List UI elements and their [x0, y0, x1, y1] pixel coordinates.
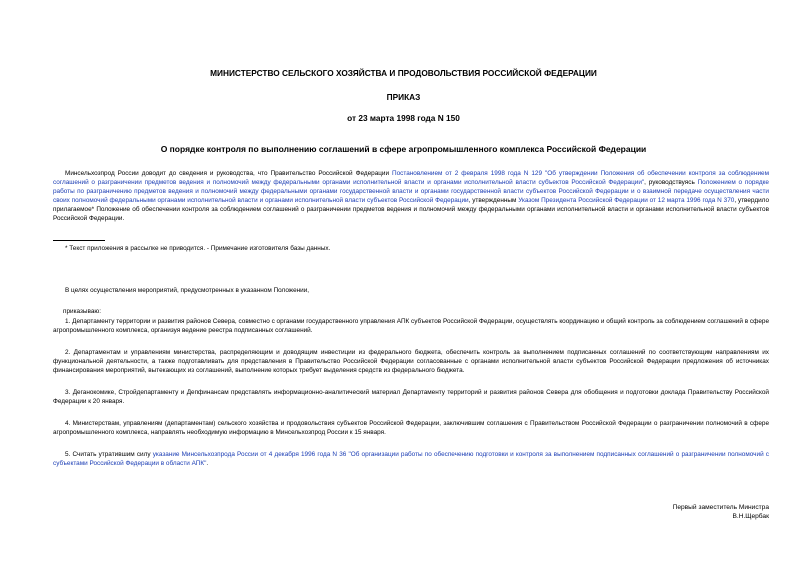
doc-date-number: от 23 марта 1998 года N 150 — [347, 113, 460, 123]
footnote-divider — [53, 240, 105, 241]
item-5-text: 5. Считать утратившим силу — [65, 451, 153, 458]
footnote: * Текст приложения в рассылке не приводится. - Примечание изготовителя базы данных. — [65, 245, 331, 252]
intro-text-3: , утвержденным — [468, 197, 519, 205]
order-item-1: 1. Департаменту территории и развития районов Севера, совместно с органами государственного управления АПК субъектов Российской Федерации, осуществлять координацию и общий контроль за соблюдением соглашений в сфере агропромышленного комплекса, организуя ведение реестра подписанных соглашений. — [53, 318, 769, 335]
doc-type: ПРИКАЗ — [386, 92, 421, 102]
signature-name: В.Н.Щербак — [732, 513, 769, 521]
link-polozhenie[interactable]: Положением о порядке работы по разграничению предметов ведения и полномочий между федеральными органами государственной власти и органами государственной власти субъектов Российской Федерации и о взаимной передаче осуществления части своих полномочий федеральными органами исполнительной власти и органами исполнительной власти субъектов Российской Федерации — [53, 179, 769, 205]
intro-text-1: Минсельхозпрод России доводит до сведения и руководства, что Правительство Российской Федерации — [65, 170, 393, 177]
intro-paragraph — [53, 169, 769, 224]
doc-subject: О порядке контроля по выполнению соглашений в сфере агропромышленного комплекса Российской Федерации — [160, 144, 647, 154]
purpose-text: В целях осуществления мероприятий, предусмотренных в указанном Положении, — [65, 287, 310, 294]
link-ukazanie-36[interactable]: указание Минсельхозпрода России от 4 декабря 1996 года N 36 "Об организации работы по обеспечению подготовки и контроля за выполнением подписанных соглашений о разграничении полномочий с субъектами Российской Федерации в области АПК" — [53, 451, 769, 468]
link-ukaz-370[interactable]: Указом Президента Российской Федерации от 12 марта 1996 года N 370 — [518, 197, 735, 205]
intro-text-2: , руководствуясь — [644, 179, 698, 187]
link-postanovlenie-129[interactable]: Постановлением от 2 февраля 1998 года N 129 "Об утверждении Положения об обеспечении контроля за соблюдением соглашений о разграничении предметов ведения и полномочий между федеральными органами исполнительной власти и органами исполнительной власти субъектов Российской Федерации" — [53, 170, 769, 187]
signature-position: Первый заместитель Министра — [672, 504, 769, 511]
order-item-2: 2. Департаментам и управлениям министерства, распределяющим и доводящим инвестиции из федерального бюджета, обеспечить контроль за выполнением подписанных соглашений по соответствующим направлениям их функциональной деятельности, а также подготавливать для представления в Правительство Российской Федерации согласованные с органами исполнительной власти субъектов Российской Федерации предложения об источниках финансирования мероприятий, вытекающих из соглашений, выполнение которых требует выделения средств из федерального бюджета. — [53, 349, 769, 375]
signature-block — [673, 503, 769, 522]
order-item-5 — [53, 450, 769, 468]
intro-text-4: , утвердило прилагаемое* Положение об обеспечении контроля за соблюдением соглашений о разграничении предметов ведения и полномочий между федеральными органами исполнительной власти и органами исполнительной власти субъектов Российской Федерации. — [53, 197, 769, 223]
item-5-end: . — [206, 460, 209, 468]
order-item-3: 3. Деганокомике, Стройдепартаменту и Депфинансам представлять информационно-аналитический материал Департаменту территорий и развития районов Севера для обобщения и подготовки доклада Правительству Российской Федерации к 20 января. — [53, 389, 769, 406]
order-item-4: 4. Министерствам, управлениям (департаментам) сельского хозяйства и продовольствия субъектов Российской Федерации, заключившим соглашения с Правительством Российской Федерации о разграничении полномочий в сфере агропромышленного комплекса, направлять необходимую информацию в Минсельхозпрод России к 15 января. — [53, 420, 769, 437]
ministry-title: МИНИСТЕРСТВО СЕЛЬСКОГО ХОЗЯЙСТВА И ПРОДОВОЛЬСТВИЯ РОССИЙСКОЙ ФЕДЕРАЦИИ — [210, 68, 597, 78]
order-word: приказываю: — [63, 308, 101, 315]
